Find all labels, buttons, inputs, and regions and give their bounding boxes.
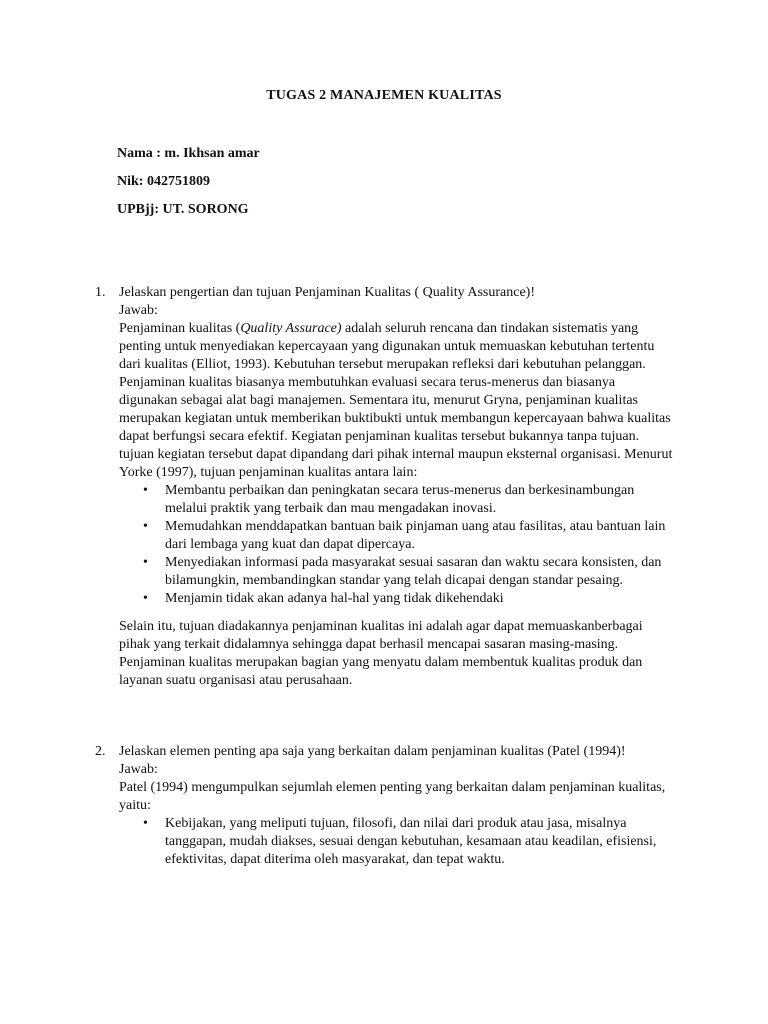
bullet-list [119, 482, 675, 608]
list-item: • Memudahkan menddapatkan bantuan baik pinjaman uang atau fasilitas, atau bantuan lain dari lembaga yang kuat dan dapat dipercaya. [119, 518, 675, 554]
student-name: Nama : m. Ikhsan amar [117, 146, 260, 161]
answer-paragraph [119, 320, 675, 482]
question-text: Jelaskan elemen penting apa saja yang berkaitan dalam penjaminan kualitas (Patel (1994)! [119, 744, 626, 759]
bullet-list [119, 815, 675, 869]
student-upbjj: UPBjj: UT. SORONG [117, 202, 249, 217]
answer-paragraph: Patel (1994) mengumpulkan sejumlah elemen penting yang berkaitan dalam penjaminan kualitas, yaitu: [119, 780, 666, 813]
answer-italic-term: Quality Assurace) [240, 321, 342, 336]
question-text: Jelaskan pengertian dan tujuan Penjaminan Kualitas ( Quality Assurance)! [119, 285, 535, 300]
student-nik: Nik: 042751809 [117, 174, 210, 189]
list-item: • Membantu perbaikan dan peningkatan secara terus-menerus dan berkesinambungan melalui praktik yang terbaik dan mau mengadakan inovasi. [119, 482, 675, 518]
question-number: 1. [95, 285, 106, 300]
closing-paragraph: Selain itu, tujuan diadakannya penjaminan kualitas ini adalah agar dapat memuaskanberbagai pihak yang terkait didalamnya sehingga dapat berhasil mencapai sasaran masing-masing. Penjaminan kualitas merupakan bagian yang menyatu dalam membentuk kualitas produk dan layanan suatu organisasi atau perusahaan. [119, 619, 643, 688]
answer-rest: adalah seluruh rencana dan tindakan sistematis yang penting untuk menyediakan kepercayaan yang digunakan untuk memuaskan kebutuhan tertentu dari kualitas (Elliot, 1993). Kebutuhan tersebut merupakan refleksi dari kebutuhan pelanggan. Penjaminan kualitas biasanya membutuhkan evaluasi secara terus-menerus dan biasanya digunakan sebagai alat bagi manajemen. Sementara itu, menurut Gryna, penjaminan kualitas merupakan kegiatan untuk memberikan buktibukti untuk membangun kepercayaan bahwa kualitas dapat berfungsi secara efektif. Kegiatan penjaminan kualitas tersebut bukannya tanpa tujuan. tujuan kegiatan tersebut dapat dipandang dari pihak internal maupun eksternal organisasi. Menurut Yorke (1997), tujuan penjaminan kualitas antara lain: [119, 321, 673, 480]
list-item: • Kebijakan, yang meliputi tujuan, filosofi, dan nilai dari produk atau jasa, misalnya tanggapan, mudah diakses, sesuai dengan kebutuhan, kesamaan atau keadilan, efisiensi, efektivitas, dapat diterima oleh masyarakat, dan tepat waktu. [119, 815, 675, 869]
document-title: TUGAS 2 MANAJEMEN KUALITAS [266, 88, 502, 103]
question-number: 2. [95, 744, 106, 759]
question-1 [95, 284, 675, 690]
answer-label: Jawab: [119, 762, 158, 777]
answer-label: Jawab: [119, 303, 158, 318]
list-item: • Menjamin tidak akan adanya hal-hal yang tidak dikehendaki [119, 590, 675, 608]
question-2 [95, 743, 675, 869]
list-item: • Menyediakan informasi pada masyarakat sesuai sasaran dan waktu secara konsisten, dan bilamungkin, membandingkan standar yang telah dicapai dengan standar pesaing. [119, 554, 675, 590]
answer-prefix: Penjaminan kualitas ( [119, 321, 241, 336]
